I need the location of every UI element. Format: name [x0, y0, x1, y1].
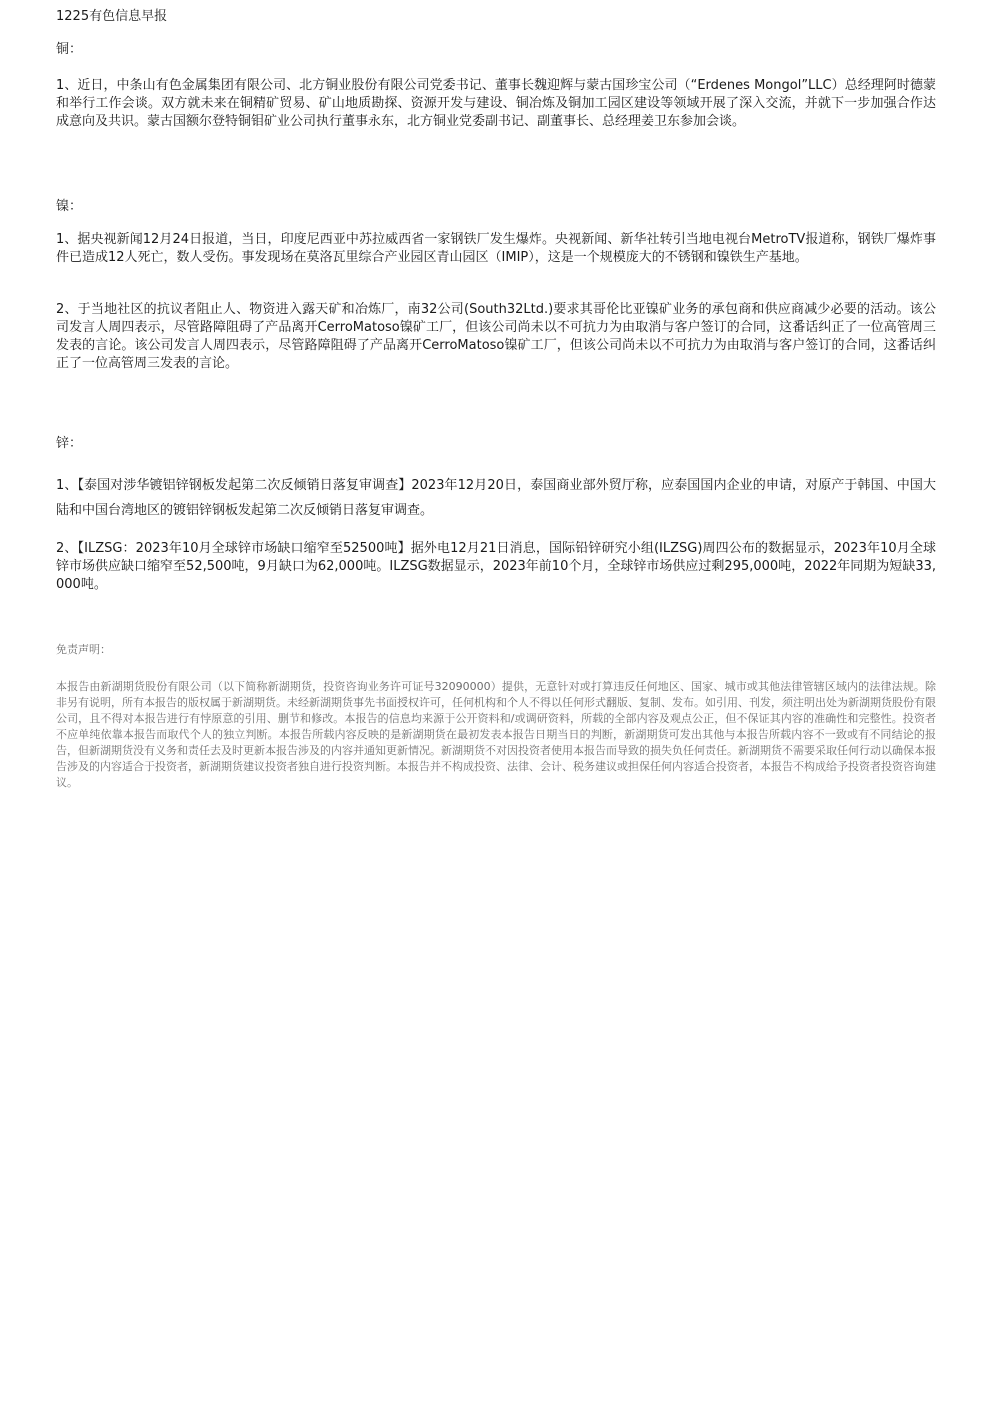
disclaimer-body: 本报告由新湖期货股份有限公司（以下简称新湖期货，投资咨询业务许可证号32090000）提供，无意针对或打算违反任何地区、国家、城市或其他法律管辖区域内的法律法规。除非另有说明，所有本报告的版权属于新湖期货。未经新湖期货事先书面授权许可，任何机构和个人不得以任何形式翻版、复制、发布。如引用、刊发，须注明出处为新湖期货股份有限公司，且不得对本报告进行有悖原意的引用、删节和修改。本报告的信息均来源于公开资料和/或调研资料，所载的全部内容及观点公正，但不保证其内容的准确性和完整性。投资者不应单纯依靠本报告而取代个人的独立判断。本报告所载内容反映的是新湖期货在最初发表本报告日期当日的判断，新湖期货可发出其他与本报告所载内容不一致或有不同结论的报告，但新湖期货没有义务和责任去及时更新本报告涉及的内容并通知更新情况。新湖期货不对因投资者使用本报告而导致的损失负任何责任。新湖期货不需要采取任何行动以确保本报告涉及的内容适合于投资者，新湖期货建议投资者独自进行投资判断。本报告并不构成投资、法律、会计、税务建议或担保任何内容适合投资者，本报告不构成给予投资者投资咨询建议。 [56, 680, 936, 789]
nickel-item-2: 2、于当地社区的抗议者阻止人、物资进入露天矿和冶炼厂，南32公司(South32Ltd.)要求其哥伦比亚镍矿业务的承包商和供应商减少必要的活动。该公司发言人周四表示，尽管路障阻碍了产品离开CerroMatoso镍矿工厂，但该公司尚未以不可抗力为由取消与客户签订的合同，这番话纠正了一位高管周三发表的言论。该公司发言人周四表示，尽管路障阻碍了产品离开CerroMatoso镍矿工厂，但该公司尚未以不可抗力为由取消与客户签订的合同，这番话纠正了一位高管周三发表的言论。 [56, 302, 936, 371]
zinc-item-2: 2、【ILZSG：2023年10月全球锌市场缺口缩窄至52500吨】据外电12月21日消息，国际铅锌研究小组(ILZSG)周四公布的数据显示，2023年10月全球锌市场供应缺口缩窄至52,500吨，9月缺口为62,000吨。ILZSG数据显示，2023年前10个月，全球锌市场供应过剩295,000吨，2022年同期为短缺33,000吨。 [56, 541, 936, 592]
nickel-item-1: 1、据央视新闻12月24日报道，当日，印度尼西亚中苏拉威西省一家钢铁厂发生爆炸。央视新闻、新华社转引当地电视台MetroTV报道称，钢铁厂爆炸事件已造成12人死亡，数人受伤。事发现场在莫洛瓦里综合产业园区青山园区（IMIP），这是一个规模庞大的不锈钢和镍铁生产基地。 [56, 232, 936, 265]
disclaimer-heading: 免责声明： [56, 643, 111, 656]
nickel-heading: 镍： [56, 199, 83, 214]
copper-heading: 铜： [56, 42, 83, 57]
zinc-heading: 锌： [56, 436, 83, 451]
zinc-item-1: 1、【泰国对涉华镀铝锌钢板发起第二次反倾销日落复审调查】2023年12月20日，泰国商业部外贸厅称，应泰国国内企业的申请，对原产于韩国、中国大陆和中国台湾地区的镀铝锌钢板发起第二次反倾销日落复审调查。 [56, 478, 936, 518]
copper-item-1: 1、近日，中条山有色金属集团有限公司、北方铜业股份有限公司党委书记、董事长魏迎辉与蒙古国珍宝公司（“Erdenes Mongol”LLC）总经理阿时德蒙和举行工作会谈。双方就未来在铜精矿贸易、矿山地质勘探、资源开发与建设、铜冶炼及铜加工园区建设等领域开展了深入交流，并就下一步加强合作达成意向及共识。蒙古国额尔登特铜钼矿业公司执行董事永东，北方铜业党委副书记、副董事长、总经理姜卫东参加会谈。 [56, 78, 936, 129]
report-title: 1225有色信息早报 [56, 9, 168, 24]
